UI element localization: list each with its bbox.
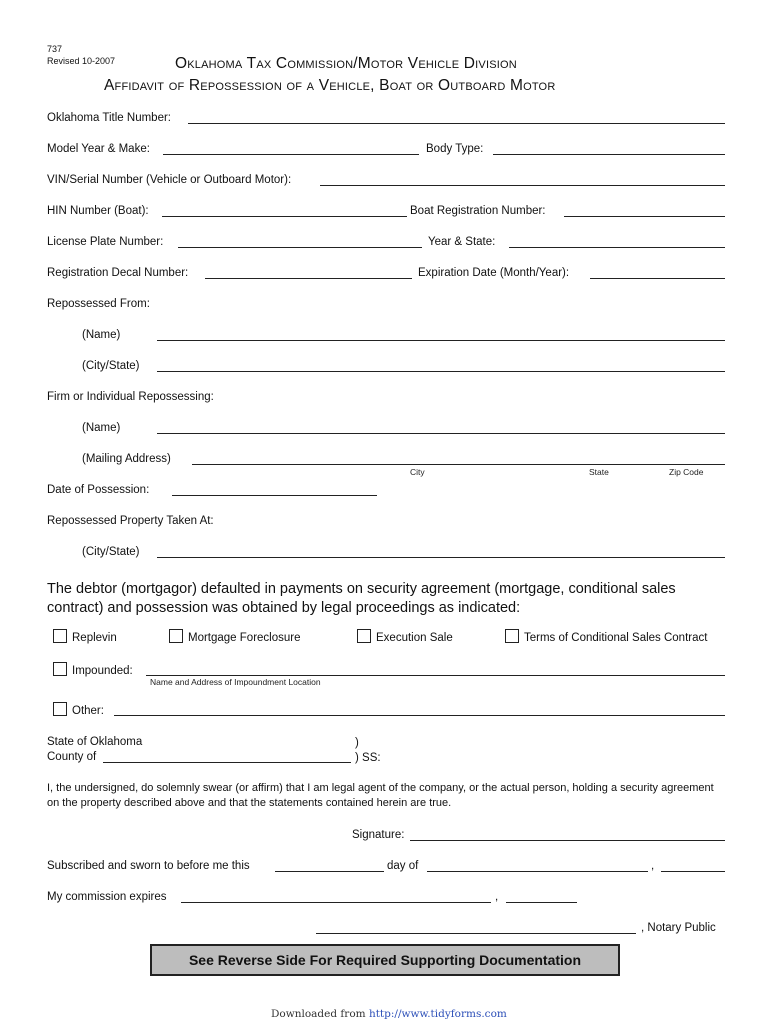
repossessed-from-city-label: (City/State) xyxy=(82,360,140,372)
boat-registration-label: Boat Registration Number: xyxy=(410,205,546,217)
firm-name-label: (Name) xyxy=(82,422,121,434)
other-field[interactable] xyxy=(114,715,725,716)
form-title-line2: Affidavit of Repossession of a Vehicle, Boat or Outboard Motor xyxy=(104,77,556,94)
paren-1: ) xyxy=(355,737,359,749)
state-sublabel: State xyxy=(589,467,609,477)
notary-signature-field[interactable] xyxy=(316,933,636,934)
model-year-make-field[interactable] xyxy=(163,154,419,155)
day-of-label: day of xyxy=(387,860,419,872)
other-checkbox[interactable] xyxy=(53,702,67,716)
subscribed-month-field[interactable] xyxy=(427,871,648,872)
revision-date: Revised 10-2007 xyxy=(47,56,116,66)
oath-text: I, the undersigned, do solemnly swear (or affirm) that I am legal agent of the company, or the actual person, holding a security agreement on the property described above and that the statements contained herein are true. xyxy=(47,782,714,809)
state-of-oklahoma: State of Oklahoma xyxy=(47,736,143,748)
vin-field[interactable] xyxy=(320,185,725,186)
body-type-label: Body Type: xyxy=(426,143,484,155)
taken-at-city-field[interactable] xyxy=(157,557,725,558)
commission-comma: , xyxy=(495,891,499,903)
zip-sublabel: Zip Code xyxy=(669,467,704,477)
subscribed-comma: , xyxy=(651,860,655,872)
county-label: County of xyxy=(47,751,97,763)
conditional-sales-checkbox[interactable] xyxy=(505,629,519,643)
replevin-label: Replevin xyxy=(72,632,117,644)
ss-label: ) SS: xyxy=(355,752,381,764)
title-number-field[interactable] xyxy=(188,123,725,124)
date-possession-field[interactable] xyxy=(172,495,377,496)
footer-download xyxy=(271,1008,507,1020)
repossessed-from-city-field[interactable] xyxy=(157,371,725,372)
impounded-field[interactable] xyxy=(146,675,725,676)
county-field[interactable] xyxy=(103,762,351,763)
body-type-field[interactable] xyxy=(493,154,725,155)
form-title-line1: Oklahoma Tax Commission/Motor Vehicle Division xyxy=(175,55,517,72)
subscribed-label: Subscribed and sworn to before me this xyxy=(47,860,250,872)
mortgage-foreclosure-label: Mortgage Foreclosure xyxy=(188,632,301,644)
impounded-checkbox[interactable] xyxy=(53,662,67,676)
repossessed-from-label: Repossessed From: xyxy=(47,298,150,310)
title-number-label: Oklahoma Title Number: xyxy=(47,112,171,124)
model-year-make-label: Model Year & Make: xyxy=(47,143,150,155)
subscribed-day-field[interactable] xyxy=(275,871,384,872)
expiration-field[interactable] xyxy=(590,278,725,279)
execution-sale-checkbox[interactable] xyxy=(357,629,371,643)
notary-public-label: , Notary Public xyxy=(641,922,716,934)
taken-at-label: Repossessed Property Taken At: xyxy=(47,515,214,527)
footer-prefix: Downloaded from xyxy=(271,1008,366,1020)
commission-date-field[interactable] xyxy=(181,902,491,903)
firm-name-field[interactable] xyxy=(157,433,725,434)
hin-label: HIN Number (Boat): xyxy=(47,205,149,217)
form-number: 737 xyxy=(47,44,63,54)
expiration-label: Expiration Date (Month/Year): xyxy=(418,267,570,279)
decal-label: Registration Decal Number: xyxy=(47,267,189,279)
taken-at-city-label: (City/State) xyxy=(82,546,140,558)
footer-link[interactable]: http://www.tidyforms.com xyxy=(368,1008,507,1020)
year-state-field[interactable] xyxy=(509,247,725,248)
replevin-checkbox[interactable] xyxy=(53,629,67,643)
subscribed-year-field[interactable] xyxy=(661,871,725,872)
mailing-address-field[interactable] xyxy=(192,464,725,465)
impounded-label: Impounded: xyxy=(72,665,133,677)
default-statement: The debtor (mortgagor) defaulted in payments on security agreement (mortgage, conditional sales contract) and possession was obtained by legal proceedings as indicated: xyxy=(47,581,676,616)
conditional-sales-label: Terms of Conditional Sales Contract xyxy=(524,632,708,644)
impound-location-sublabel: Name and Address of Impoundment Location xyxy=(150,677,321,687)
firm-label: Firm or Individual Repossessing: xyxy=(47,391,214,403)
repossessed-from-name-field[interactable] xyxy=(157,340,725,341)
license-plate-label: License Plate Number: xyxy=(47,236,164,248)
hin-field[interactable] xyxy=(162,216,407,217)
reverse-side-banner: See Reverse Side For Required Supporting Documentation xyxy=(150,944,620,976)
date-possession-label: Date of Possession: xyxy=(47,484,150,496)
license-plate-field[interactable] xyxy=(178,247,422,248)
other-label: Other: xyxy=(72,705,104,717)
commission-label: My commission expires xyxy=(47,891,167,903)
decal-field[interactable] xyxy=(205,278,412,279)
signature-field[interactable] xyxy=(410,840,725,841)
commission-year-field[interactable] xyxy=(506,902,577,903)
year-state-label: Year & State: xyxy=(428,236,496,248)
signature-label: Signature: xyxy=(352,829,405,841)
vin-label: VIN/Serial Number (Vehicle or Outboard Motor): xyxy=(47,174,292,186)
repossessed-from-name-label: (Name) xyxy=(82,329,121,341)
execution-sale-label: Execution Sale xyxy=(376,632,453,644)
mortgage-foreclosure-checkbox[interactable] xyxy=(169,629,183,643)
boat-registration-field[interactable] xyxy=(564,216,725,217)
city-sublabel: City xyxy=(410,467,425,477)
mailing-address-label: (Mailing Address) xyxy=(82,453,171,465)
